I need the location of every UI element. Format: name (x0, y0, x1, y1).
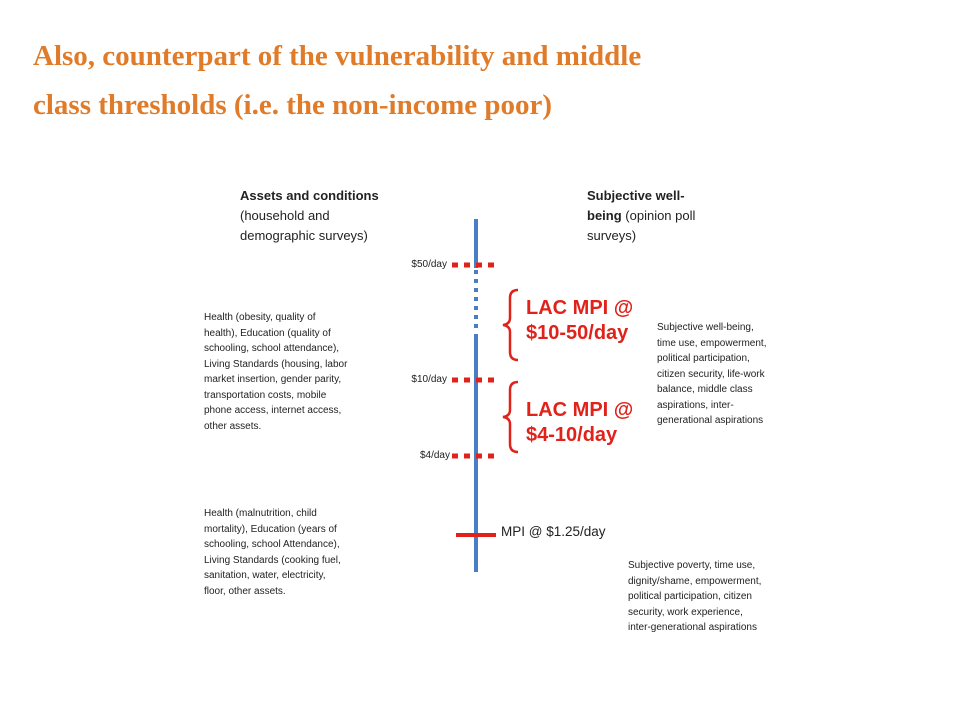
note-line: health), Education (quality of (204, 327, 331, 339)
right-header-bold-1: Subjective well- (587, 188, 685, 203)
note-line: citizen security, life-work (657, 368, 765, 380)
threshold-label-4: $4/day (419, 450, 450, 461)
note-line: Subjective well-being, (657, 322, 754, 333)
right-note-upper (657, 320, 767, 429)
note-line: dignity/shame, empowerment, (628, 575, 762, 587)
left-header-line-3: demographic surveys) (240, 228, 368, 243)
band-lower-line-2: $4-10/day (526, 424, 618, 446)
note-line: balance, middle class (657, 384, 753, 395)
note-line: floor, other assets. (204, 585, 286, 597)
left-note-upper (204, 310, 347, 434)
left-header-line-2: (household and (240, 208, 330, 223)
note-line: Health (malnutrition, child (204, 508, 317, 519)
note-line: aspirations, inter- (657, 399, 734, 411)
note-line: schooling, school attendance), (204, 343, 340, 354)
note-line: sanitation, water, electricity, (204, 570, 326, 581)
note-line: generational aspirations (657, 415, 764, 426)
slide-title-line-2: class thresholds (i.e. the non-income poor) (33, 89, 553, 121)
band-lower-line-1: LAC MPI @ (526, 399, 634, 421)
band-upper-line-1: LAC MPI @ (526, 297, 634, 319)
mpi-label: MPI @ $1.25/day (501, 524, 606, 539)
note-line: inter-generational aspirations (628, 622, 757, 633)
note-line: mortality), Education (years of (204, 523, 337, 535)
brace-upper (503, 290, 518, 360)
note-line: Subjective poverty, time use, (628, 560, 756, 571)
right-header-line-3: surveys) (587, 228, 637, 243)
note-line: time use, empowerment, (657, 337, 767, 349)
left-note-lower (204, 506, 341, 599)
note-line: other assets. (204, 420, 262, 432)
band-upper-line-2: $10-50/day (526, 322, 629, 344)
threshold-label-10: $10/day (411, 374, 447, 385)
band-label-lower (526, 398, 633, 448)
note-line: transportation costs, mobile (204, 389, 327, 401)
band-label-upper (526, 296, 633, 346)
note-line: schooling, school Attendance), (204, 539, 340, 550)
brace-lower (503, 382, 518, 452)
note-line: political participation, (657, 353, 750, 364)
note-line: Living Standards (housing, labor (204, 358, 348, 370)
note-line: Health (obesity, quality of (204, 312, 316, 323)
note-line: Living Standards (cooking fuel, (204, 554, 341, 566)
threshold-label-50: $50/day (411, 259, 447, 270)
note-line: political participation, citizen (628, 591, 752, 602)
right-header-rest-2: (opinion poll (621, 208, 696, 223)
note-line: market insertion, gender parity, (204, 374, 342, 385)
note-line: security, work experience, (628, 606, 743, 618)
note-line: phone access, internet access, (204, 405, 342, 416)
right-header-bold-2: being (587, 208, 622, 223)
slide-title-line-1: Also, counterpart of the vulnerability and middle (33, 40, 642, 72)
right-note-lower (628, 558, 761, 636)
left-header-bold: Assets and conditions (240, 188, 379, 203)
